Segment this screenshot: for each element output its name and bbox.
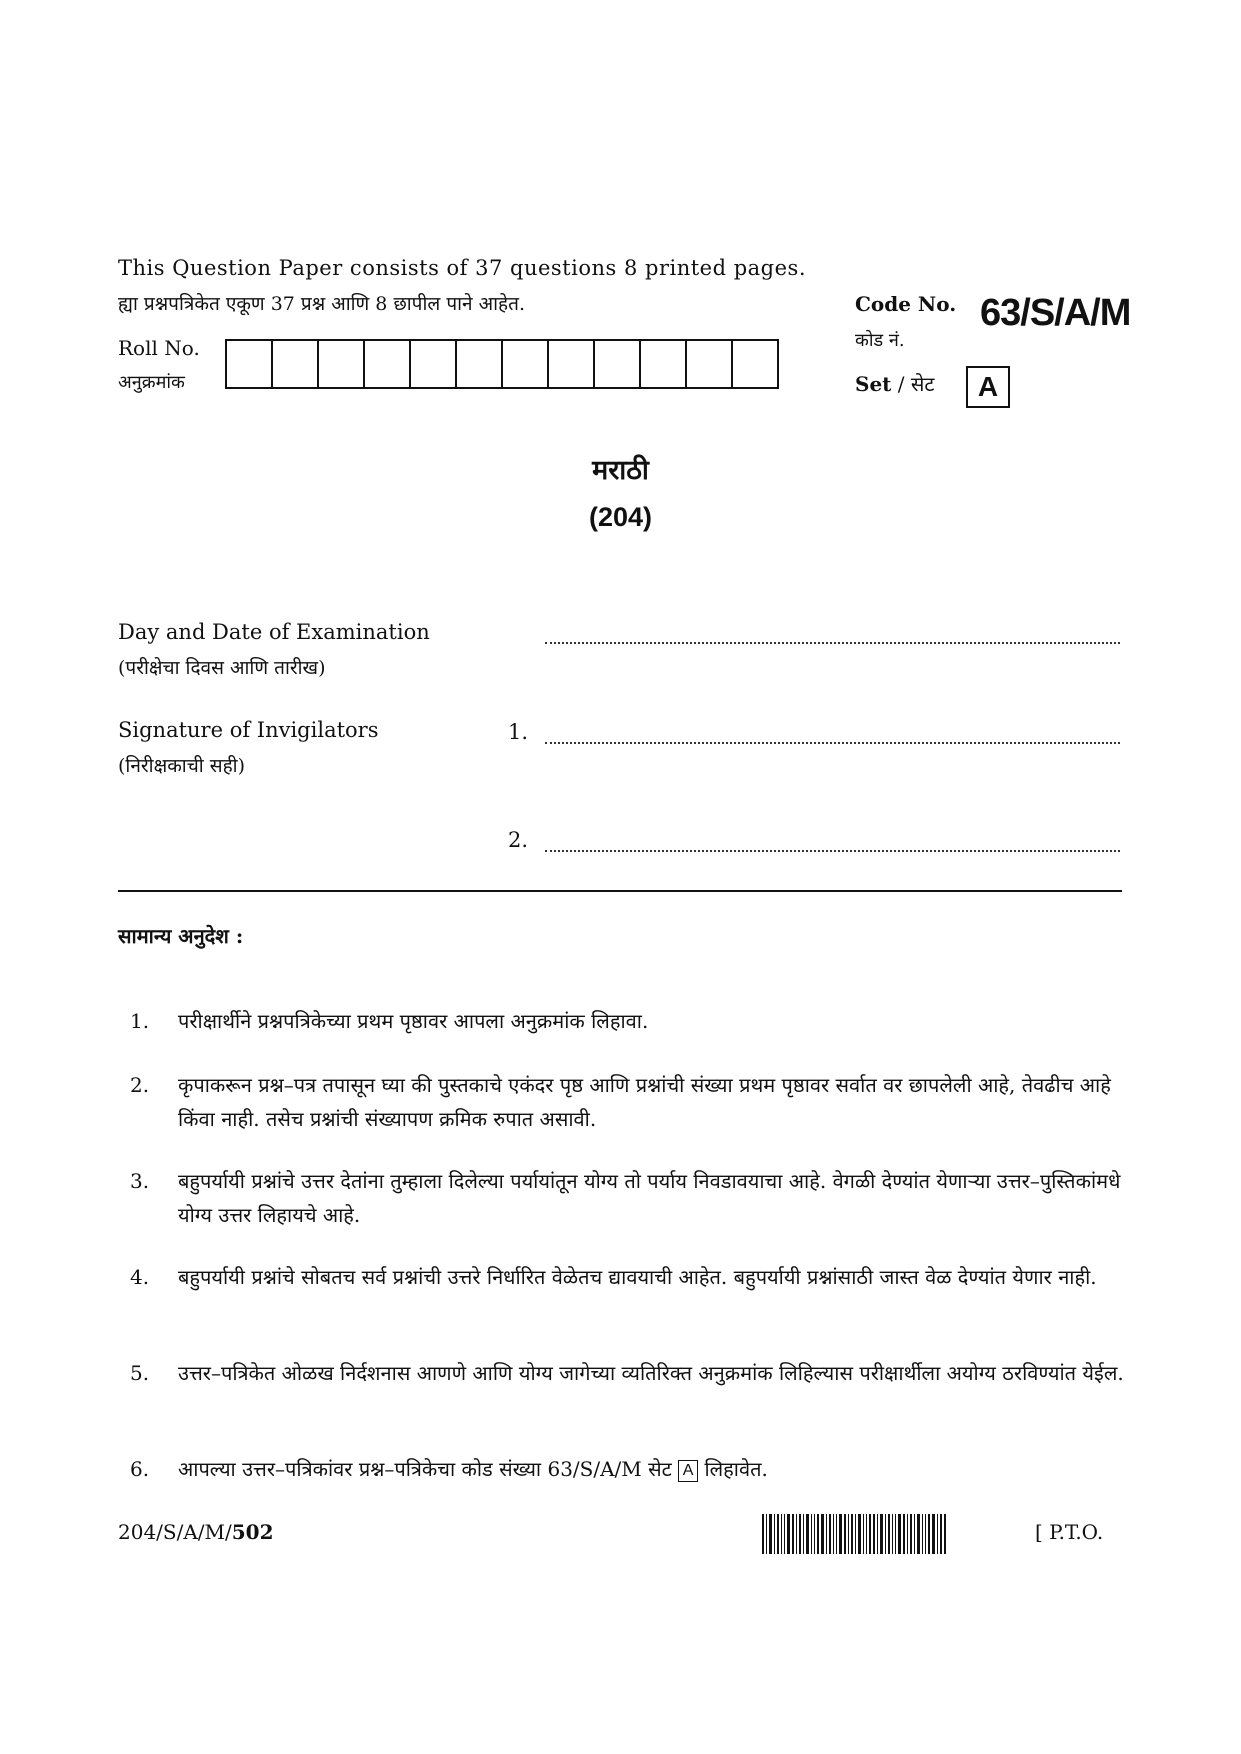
footer-code-prefix: 204/S/A/M/: [118, 1520, 232, 1544]
roll-cell[interactable]: [641, 341, 687, 387]
roll-cell[interactable]: [457, 341, 503, 387]
instruction-text: उत्तर–पत्रिकेत ओळख निर्दशनास आणणे आणि योग्य जागेच्या व्यतिरिक्त अनुक्रमांक लिहिल्यास परीक्षार्थीला अयोग्य ठरविण्यांत येईल.: [178, 1361, 1124, 1385]
footer-code: [118, 1520, 274, 1544]
instruction-text-before: आपल्या उत्तर–पत्रिकांवर प्रश्न–पत्रिकेचा कोड संख्या 63/S/A/M सेट: [178, 1457, 672, 1481]
roll-number-grid[interactable]: [225, 339, 779, 389]
invigilator-2-line[interactable]: [545, 850, 1120, 852]
subject-code: (204): [588, 502, 653, 532]
roll-cell[interactable]: [273, 341, 319, 387]
roll-cell[interactable]: [733, 341, 777, 387]
roll-label: Roll No.: [118, 336, 200, 360]
set-inline-box: A: [678, 1460, 698, 1482]
instruction-text: कृपाकरून प्रश्न–पत्र तपासून घ्या की पुस्तकाचे एकंदर पृष्ठ आणि प्रश्नांची संख्या प्रथम पृष्ठावर सर्वात वर छापलेली आहे, तेवढीच आहे किंवा नाही. तसेच प्रश्नांची संख्यापण क्रमिक रुपात असावी.: [178, 1073, 1111, 1131]
instruction-number: 6.: [130, 1457, 150, 1481]
roll-cell[interactable]: [549, 341, 595, 387]
exam-date-label-marathi: (परीक्षेचा दिवस आणि तारीख): [118, 657, 326, 679]
barcode: [762, 1512, 948, 1554]
instruction-text: बहुपर्यायी प्रश्नांचे उत्तर देतांना तुम्हाला दिलेल्या पर्यायांतून योग्य तो पर्याय निवडावयाचा आहे. वेगळी देण्यांत येणाऱ्या उत्तर–पुस्तिकांमधे योग्य उत्तर लिहायचे आहे.: [178, 1169, 1121, 1227]
roll-label-marathi: अनुक्रमांक: [118, 372, 185, 393]
subject-title: मराठी: [592, 455, 649, 486]
instruction-item: [130, 1068, 1125, 1136]
roll-cell[interactable]: [503, 341, 549, 387]
instruction-text: [178, 1452, 1125, 1486]
roll-cell[interactable]: [687, 341, 733, 387]
invigilator-1-number: 1.: [508, 720, 529, 744]
instruction-item: [130, 1452, 1125, 1486]
instruction-number: 5.: [130, 1361, 150, 1385]
set-label-group: [855, 370, 934, 397]
intro-english: This Question Paper consists of 37 questions 8 printed pages.: [118, 256, 806, 280]
instruction-text: परीक्षार्थीने प्रश्नपत्रिकेच्या प्रथम पृष्ठावर आपला अनुक्रमांक लिहावा.: [178, 1009, 649, 1033]
exam-date-line[interactable]: [545, 642, 1120, 644]
instruction-number: 1.: [130, 1009, 150, 1033]
footer-code-bold: 502: [231, 1520, 274, 1544]
intro-marathi: ह्या प्रश्नपत्रिकेत एकूण 37 प्रश्न आणि 8 छापील पाने आहेत.: [118, 293, 525, 315]
instruction-item: [130, 1164, 1125, 1232]
set-label: Set: [855, 372, 892, 396]
code-value: 63/S/A/M: [980, 292, 1131, 334]
roll-cell[interactable]: [319, 341, 365, 387]
instruction-number: 3.: [130, 1169, 150, 1193]
invigilator-1-line[interactable]: [545, 742, 1120, 744]
roll-cell[interactable]: [227, 341, 273, 387]
instruction-item: [130, 1004, 1125, 1038]
invigilator-label: Signature of Invigilators: [118, 718, 379, 742]
invigilator-2-number: 2.: [508, 828, 529, 852]
instruction-item: [130, 1260, 1125, 1294]
instruction-item: [130, 1356, 1125, 1390]
code-label-marathi: कोड नं.: [855, 330, 905, 351]
roll-cell[interactable]: [411, 341, 457, 387]
instructions-heading: सामान्य अनुदेश :: [118, 924, 244, 948]
invigilator-label-marathi: (निरीक्षकाची सही): [118, 755, 245, 777]
code-label: Code No.: [855, 292, 957, 316]
exam-date-label: Day and Date of Examination: [118, 620, 430, 644]
instruction-text-after: लिहावेत.: [704, 1457, 768, 1481]
instruction-number: 4.: [130, 1265, 150, 1289]
roll-cell[interactable]: [365, 341, 411, 387]
pto-label: [ P.T.O.: [1035, 1520, 1104, 1544]
instruction-number: 2.: [130, 1073, 150, 1097]
roll-cell[interactable]: [595, 341, 641, 387]
divider: [118, 890, 1122, 892]
set-label-marathi: / सेट: [897, 372, 935, 396]
set-value-box: A: [966, 366, 1010, 408]
instruction-text: बहुपर्यायी प्रश्नांचे सोबतच सर्व प्रश्नांची उत्तरे निर्धारित वेळेतच द्यावयाची आहेत. बहुपर्यायी प्रश्नांसाठी जास्त वेळ देण्यांत येणार नाही.: [178, 1265, 1097, 1289]
